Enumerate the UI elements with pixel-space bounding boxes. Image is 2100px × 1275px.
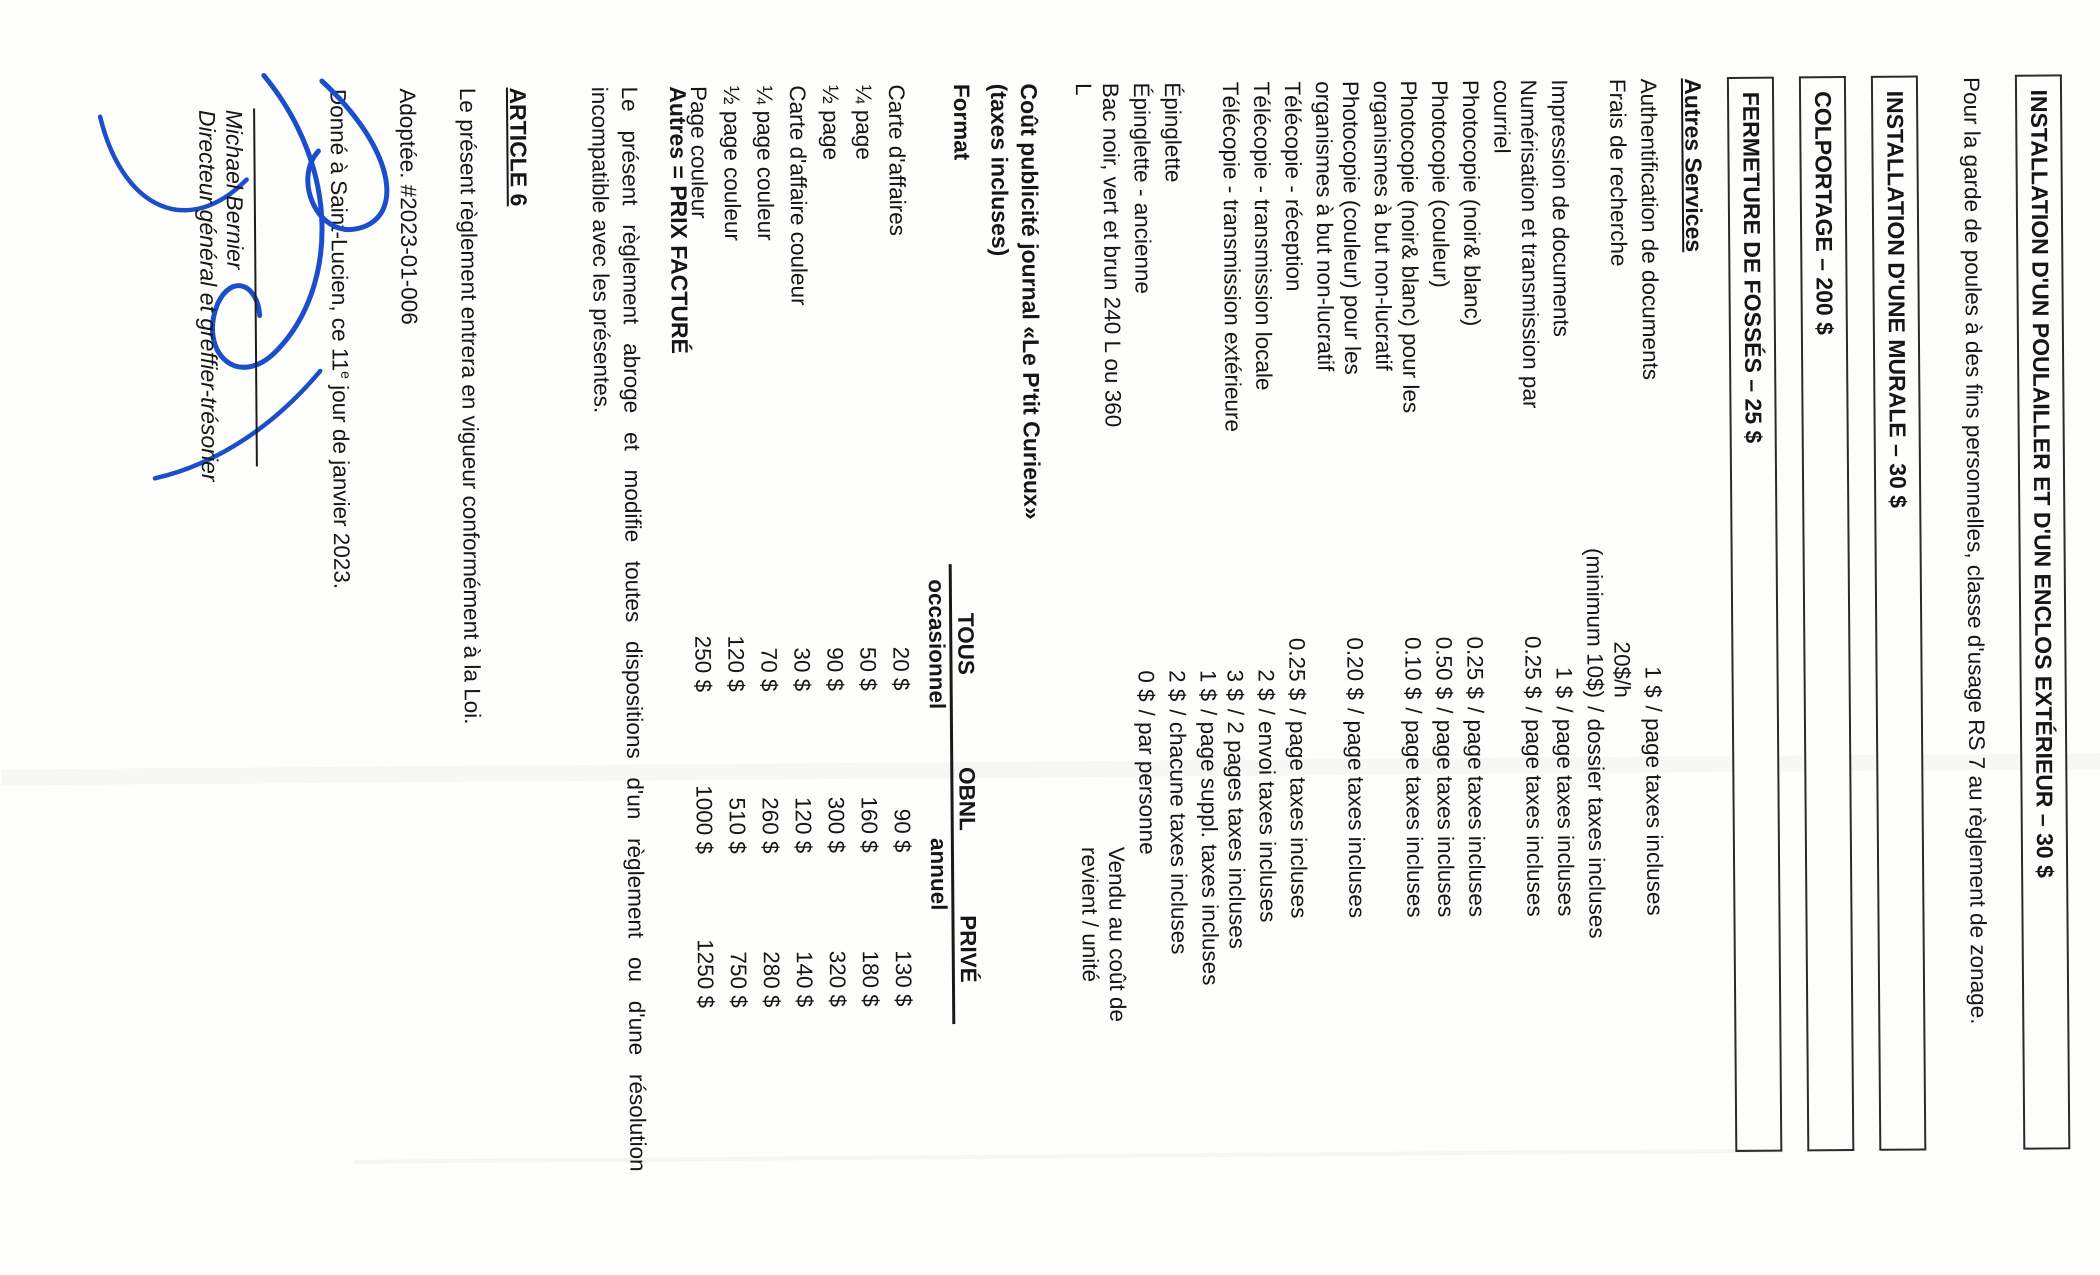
service-entry bbox=[1488, 79, 1550, 1089]
pub-cell-tous: 70 $ bbox=[756, 647, 782, 692]
publicite-heading-line2: (taxes incluses) bbox=[985, 83, 1014, 257]
column-header-format: Format bbox=[948, 83, 975, 161]
pub-table-body bbox=[682, 84, 920, 1026]
donne-prefix: Donné à Saint-Lucien, ce 11 bbox=[325, 88, 353, 372]
pub-cell-format: ½ page couleur bbox=[718, 85, 746, 242]
pub-cell-prive: 130 $ bbox=[890, 950, 917, 1007]
article6-body: Le présent règlement entrera en vigueur conformément à la Loi. bbox=[454, 87, 485, 725]
pub-cell-format: ¼ page bbox=[850, 84, 877, 160]
service-desc: organismes à but non-lucratif bbox=[1368, 80, 1397, 371]
pub-cell-obnl: 1000 $ bbox=[691, 785, 717, 855]
service-price: 1 $ bbox=[1551, 666, 1577, 699]
column-header-obnl: OBNL bbox=[954, 766, 980, 831]
service-unit: / dossier taxes incluses bbox=[1582, 705, 1610, 939]
subheader-annuel: annuel bbox=[925, 837, 952, 911]
pub-cell-obnl: 160 $ bbox=[856, 796, 882, 853]
pub-cell-tous: 120 $ bbox=[723, 635, 749, 692]
service-entry bbox=[1368, 80, 1430, 1090]
service-desc: organismes à but non-lucratif bbox=[1310, 81, 1339, 372]
abrogation-line2: incompatible avec les présentes. bbox=[586, 86, 615, 414]
service-desc: Photocopie (noir& blanc) bbox=[1457, 79, 1485, 327]
service-unit: / page suppl. taxes incluses bbox=[1195, 708, 1224, 986]
pub-cell-prive: 1250 $ bbox=[692, 939, 719, 1009]
scan-artifact bbox=[1, 753, 2100, 785]
signature-ink bbox=[84, 50, 418, 523]
pub-cell-tous: 30 $ bbox=[789, 647, 815, 692]
service-unit: / page taxes incluses bbox=[1640, 705, 1668, 916]
service-unit bbox=[1493, 699, 1523, 1090]
service-unit: / page taxes incluses bbox=[1400, 707, 1428, 918]
service-unit: / envoi taxes incluses bbox=[1253, 708, 1281, 923]
service-entry bbox=[1159, 82, 1194, 1092]
service-desc: Télécopie - transmission locale bbox=[1248, 81, 1277, 391]
pub-cell-prive: 750 $ bbox=[725, 951, 752, 1008]
service-price bbox=[1313, 521, 1341, 700]
service-price: 1 $ bbox=[1640, 666, 1666, 698]
service-entry bbox=[1426, 80, 1461, 1090]
service-desc: Épinglette - ancienne bbox=[1128, 82, 1156, 295]
service-entry bbox=[1190, 82, 1252, 1092]
service-unit: / page taxes incluses bbox=[1284, 708, 1312, 919]
pub-cell-format: Carte d'affaires bbox=[883, 84, 911, 237]
pub-cell-obnl: 300 $ bbox=[823, 796, 849, 854]
service-entry bbox=[1635, 78, 1670, 1088]
service-row bbox=[1128, 82, 1163, 1092]
service-desc: Numérisation et transmission par bbox=[1515, 79, 1544, 409]
service-unit bbox=[1315, 700, 1345, 1091]
donne-suffix: jour de janvier 2023. bbox=[327, 378, 355, 590]
service-row bbox=[1159, 82, 1194, 1092]
column-header-tous: TOUS bbox=[953, 612, 979, 676]
pub-cell-format: Page couleur bbox=[685, 85, 712, 219]
service-price bbox=[1371, 521, 1399, 700]
donne-superscript: e bbox=[338, 371, 355, 379]
pub-cell-prive: 280 $ bbox=[758, 951, 785, 1008]
service-desc: Frais de recherche bbox=[1604, 78, 1632, 267]
publicite-heading bbox=[984, 83, 1047, 520]
service-row bbox=[1426, 80, 1461, 1090]
service-price: 0.25 $ bbox=[1284, 637, 1310, 701]
service-desc bbox=[1577, 79, 1607, 519]
service-price: 0 $ bbox=[1133, 670, 1159, 702]
service-price: 0.20 $ bbox=[1342, 637, 1368, 701]
service-row bbox=[1248, 82, 1283, 1092]
service-unit: / 2 pages taxes incluses bbox=[1222, 708, 1250, 950]
autres-prix-label: Autres = PRIX FACTURÉ bbox=[664, 86, 694, 355]
service-desc: Épinglette bbox=[1159, 82, 1186, 183]
service-row bbox=[1635, 78, 1670, 1088]
service-row bbox=[1546, 79, 1581, 1089]
service-unit: Vendu au coût de bbox=[1103, 846, 1131, 1023]
service-desc: Photocopie (couleur) pour les bbox=[1337, 80, 1366, 375]
service-entry bbox=[1577, 79, 1639, 1089]
adoption-line: Adoptée. #2023-01-006 bbox=[394, 88, 422, 325]
service-unit: / page taxes incluses bbox=[1520, 706, 1548, 917]
service-unit: / page taxes incluses bbox=[1431, 707, 1459, 918]
pub-cell-obnl: 90 $ bbox=[889, 808, 915, 853]
pub-cell-tous: 20 $ bbox=[888, 646, 914, 691]
column-header-prive: PRIVÉ bbox=[955, 915, 981, 983]
service-price: 0.25 $ bbox=[1520, 635, 1546, 699]
pub-cell-format: ¼ page couleur bbox=[751, 85, 779, 241]
pub-cell-prive: 320 $ bbox=[824, 950, 851, 1008]
service-price bbox=[1073, 523, 1101, 702]
publicite-heading-line1: Coût publicité journal «Le P'tit Curieux» bbox=[1015, 83, 1046, 520]
boxed-header-murale: INSTALLATION D'UNE MURALE – 30 $ bbox=[1871, 75, 1926, 1150]
pub-cell-prive: 140 $ bbox=[791, 950, 818, 1008]
service-desc bbox=[1190, 82, 1220, 522]
service-unit: / chacune taxes incluses bbox=[1164, 709, 1192, 955]
service-desc: Photocopie (noir& blanc) pour les bbox=[1395, 80, 1424, 414]
service-unit bbox=[1373, 700, 1403, 1091]
service-desc: Authentification de documents bbox=[1635, 78, 1664, 381]
pub-cell-obnl: 120 $ bbox=[790, 796, 816, 854]
services-list bbox=[1066, 78, 1670, 1093]
pub-cell-obnl: 510 $ bbox=[724, 797, 750, 854]
service-price: 20$/h bbox=[1609, 641, 1635, 698]
service-price: 1 $ bbox=[1195, 669, 1221, 702]
service-desc: L bbox=[1070, 82, 1097, 96]
service-desc: Télécopie - réception bbox=[1279, 81, 1307, 292]
service-entry bbox=[1070, 83, 1132, 1093]
service-entry bbox=[1310, 81, 1372, 1091]
signatory-name: Michael Bernier bbox=[221, 109, 249, 270]
article6-heading: ARTICLE 6 bbox=[504, 87, 532, 207]
abrogation-paragraph bbox=[584, 86, 653, 1171]
pub-cell-tous: 90 $ bbox=[822, 647, 848, 692]
service-price: (minimum 10$) bbox=[1581, 547, 1608, 699]
signature-stroke bbox=[154, 371, 321, 478]
service-price: 3 $ bbox=[1222, 669, 1248, 701]
service-price: 2 $ bbox=[1164, 669, 1190, 702]
service-price: 0.25 $ bbox=[1462, 636, 1488, 700]
service-unit: revient / unité bbox=[1076, 846, 1103, 983]
service-price: 0.50 $ bbox=[1431, 636, 1457, 700]
service-price bbox=[1491, 520, 1519, 699]
signatory-title: Directeur général et greffier-trésorier bbox=[194, 109, 224, 482]
abrogation-line1: Le présent règlement abroge et modifie toutes dispositions d'un règlement ou d'une résolution bbox=[616, 86, 651, 1172]
service-desc: Photocopie (couleur) bbox=[1426, 80, 1454, 288]
service-unit: / page taxes incluses bbox=[1342, 707, 1370, 919]
pub-cell-obnl: 260 $ bbox=[757, 797, 783, 854]
service-desc: Impression de documents bbox=[1546, 79, 1574, 338]
pub-cell-tous: 50 $ bbox=[855, 646, 881, 691]
service-desc: Télécopie - transmission extérieure bbox=[1217, 81, 1246, 433]
boxed-header-fosses: FERMETURE DE FOSSÉS – 25 $ bbox=[1727, 77, 1782, 1152]
poulailler-note: Pour la garde de poules à des fins personnelles, classe d'usage RS 7 au règlement de zonage. bbox=[1958, 76, 1992, 1025]
boxed-header-poulailler: INSTALLATION D'UN POULAILLER ET D'UN ENCLOS EXTÉRIEUR – 30 $ bbox=[2015, 74, 2070, 1149]
service-entry bbox=[1546, 79, 1581, 1089]
pub-cell-tous: 250 $ bbox=[690, 635, 716, 693]
boxed-header-colportage: COLPORTAGE – 200 $ bbox=[1799, 76, 1854, 1151]
column-header-group bbox=[949, 564, 982, 1024]
service-row bbox=[1457, 80, 1492, 1090]
subheader-occasionnel: occasionnel bbox=[923, 579, 950, 710]
pub-cell-prive: 180 $ bbox=[857, 950, 884, 1007]
publicite-table bbox=[682, 84, 981, 1026]
service-unit: / par personne bbox=[1133, 709, 1160, 855]
service-desc: Bac noir, vert et brun 240 L ou 360 bbox=[1097, 82, 1126, 428]
service-unit: / page taxes incluses bbox=[1551, 706, 1579, 917]
service-unit bbox=[1609, 698, 1639, 1089]
subheader-spacer bbox=[919, 84, 949, 564]
autres-services-heading: Autres Services bbox=[1679, 78, 1708, 253]
pub-cell-format: ½ page bbox=[817, 84, 844, 161]
service-price bbox=[1100, 523, 1128, 702]
service-entry bbox=[1279, 81, 1314, 1091]
service-price: 2 $ bbox=[1253, 669, 1279, 701]
service-entry bbox=[1248, 82, 1283, 1092]
service-entry bbox=[1457, 80, 1492, 1090]
service-row bbox=[1279, 81, 1314, 1091]
pub-cell-format: Carte d'affaire couleur bbox=[784, 85, 812, 306]
service-unit: / page taxes incluses bbox=[1462, 706, 1490, 918]
scan-artifact bbox=[354, 1149, 1784, 1164]
service-desc: courriel bbox=[1488, 79, 1515, 154]
service-entry bbox=[1128, 82, 1163, 1092]
service-price: 0.10 $ bbox=[1400, 636, 1426, 700]
